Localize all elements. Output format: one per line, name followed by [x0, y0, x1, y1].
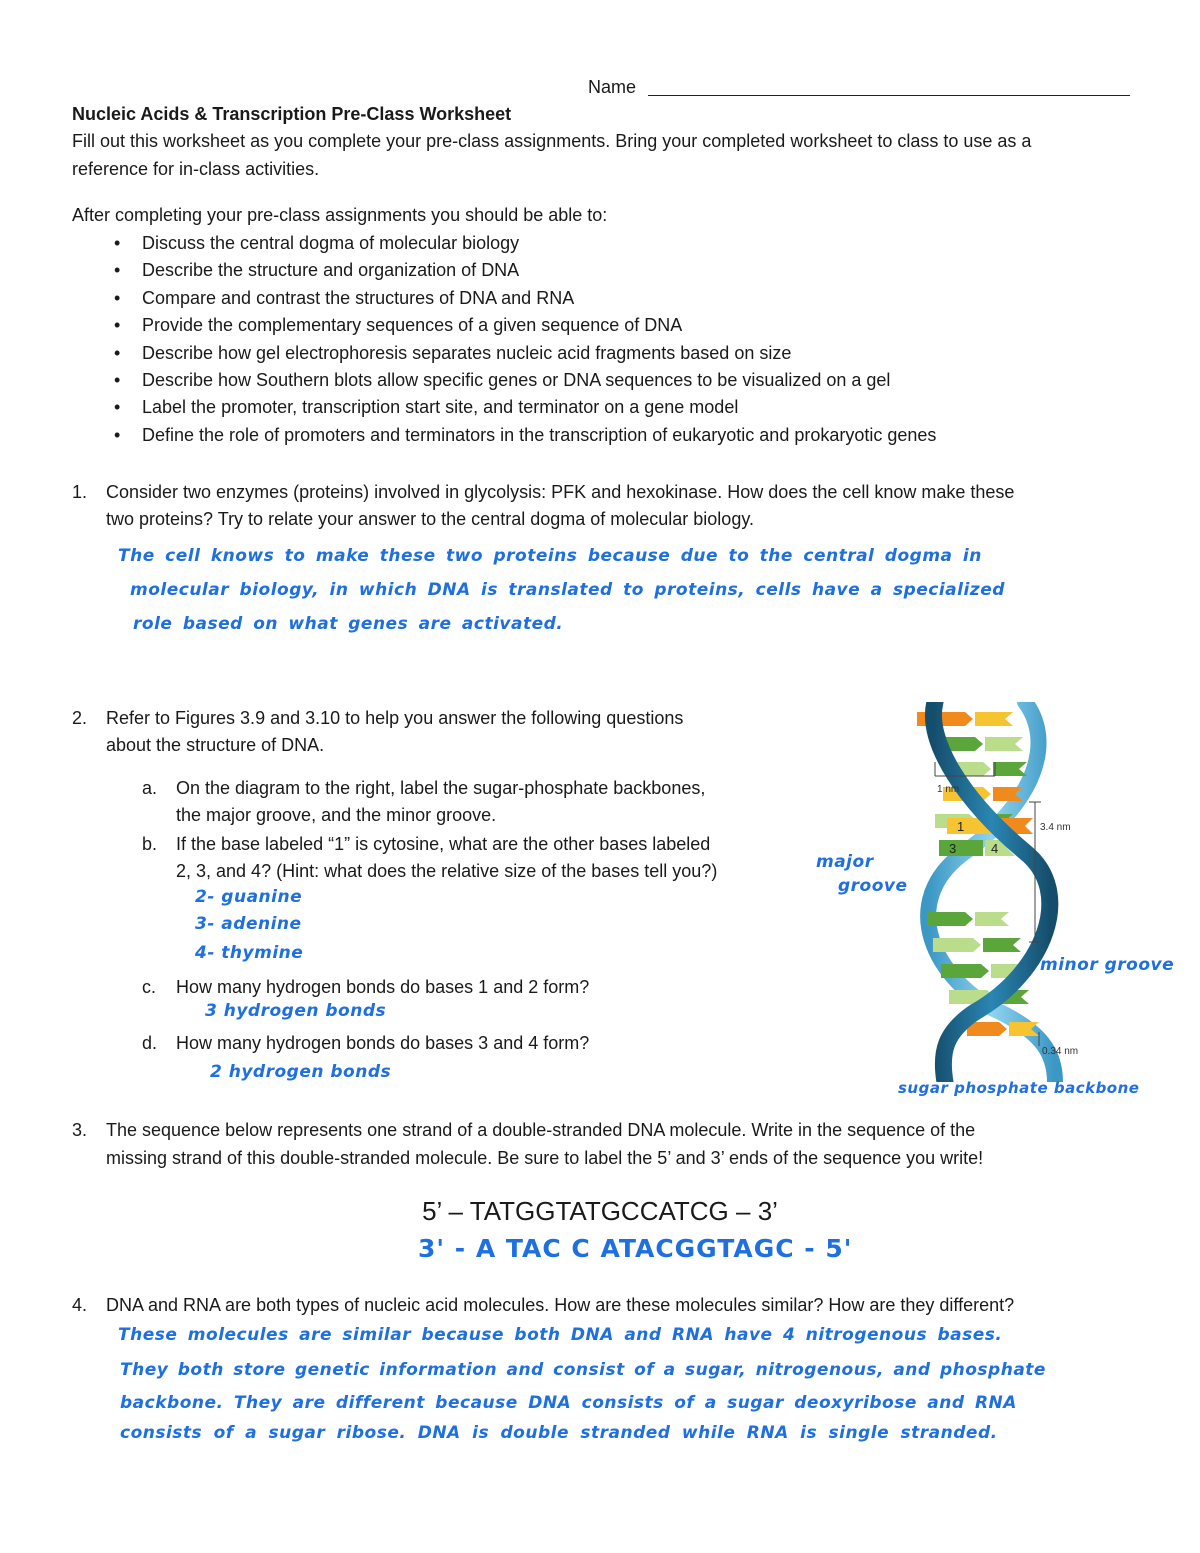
q3-line-1: The sequence below represents one strand of a double-stranded DNA molecule. Write in the sequence of the [106, 1120, 976, 1140]
bullet-icon: • [114, 315, 121, 336]
base-3-label: 3 [949, 841, 957, 856]
list-item: • Describe the structure and organization of DNA [72, 257, 1172, 284]
base-2-label: 2 [999, 819, 1007, 834]
q1-number: 1. [72, 482, 88, 502]
objectives-heading: After completing your pre-class assignments you should be able to: [72, 205, 608, 225]
q2a-label: a. [142, 778, 158, 798]
name-line[interactable] [648, 95, 1130, 96]
q4-answer-line-3[interactable]: backbone. They are different because DNA consists of a sugar deoxyribose and RNA [120, 1393, 1017, 1413]
q2a-line-1: On the diagram to the right, label the sugar-phosphate backbones, [176, 778, 706, 798]
label-major-groove-line-2[interactable]: groove [838, 876, 908, 896]
q2c-answer[interactable]: 3 hydrogen bonds [205, 1001, 387, 1021]
base-pair-bar [975, 912, 1009, 926]
objectives-list [72, 230, 1172, 449]
base-pair-bar [983, 938, 1021, 952]
q1-line-2: two proteins? Try to relate your answer to the central dogma of molecular biology. [106, 509, 754, 529]
name-label: Name [588, 77, 637, 97]
q4-line-1: DNA and RNA are both types of nucleic acid molecules. How are these molecules similar? How are they different? [106, 1295, 1015, 1315]
list-item: • Compare and contrast the structures of DNA and RNA [72, 285, 1172, 312]
base-pair-bar [985, 737, 1023, 751]
q2b-line-2: 2, 3, and 4? (Hint: what does the relative size of the bases tell you?) [176, 861, 718, 881]
bullet-icon: • [114, 369, 121, 390]
q2d-label: d. [142, 1033, 158, 1053]
q2-line-2: about the structure of DNA. [106, 735, 325, 755]
q2d-text: How many hydrogen bonds do bases 3 and 4 form? [176, 1033, 590, 1053]
base-4-label: 4 [991, 841, 999, 856]
label-0-34nm: 0.34 nm [1042, 1046, 1079, 1057]
q2-number: 2. [72, 708, 88, 728]
q4-answer-line-1[interactable]: These molecules are similar because both DNA and RNA have 4 nitrogenous bases. [118, 1325, 1003, 1345]
bullet-icon: • [114, 342, 121, 363]
intro-line-1: Fill out this worksheet as you complete your pre-class assignments. Bring your completed worksheet to class to use as a [72, 131, 1032, 151]
bullet-icon: • [114, 424, 121, 445]
q2b-answer-guanine[interactable]: 2- guanine [195, 887, 303, 907]
bullet-icon: • [114, 233, 121, 253]
q3-given-sequence: 5’ – TATGGTATGCCATCG – 3’ [422, 1196, 778, 1226]
label-minor-groove[interactable]: minor groove [1040, 955, 1175, 975]
base-1-label: 1 [957, 819, 965, 834]
q1-answer-line-3[interactable]: role based on what genes are activated. [133, 614, 564, 634]
q1-answer-line-1[interactable]: The cell knows to make these two proteins because due to the central dogma in [118, 546, 982, 566]
q2b-answer-adenine[interactable]: 3- adenine [195, 914, 302, 934]
q2d-answer[interactable]: 2 hydrogen bonds [210, 1062, 392, 1082]
q1-answer-line-2[interactable]: molecular biology, in which DNA is translated to proteins, cells have a specialized [130, 580, 1005, 600]
bullet-icon: • [114, 287, 121, 308]
list-item: • Describe how Southern blots allow specific genes or DNA sequences to be visualized on a gel [72, 367, 1172, 394]
q2-line-1: Refer to Figures 3.9 and 3.10 to help you answer the following questions [106, 708, 684, 728]
base-pair-bar [933, 938, 981, 952]
q4-answer-line-2[interactable]: They both store genetic information and consist of a sugar, nitrogenous, and phosphate [120, 1360, 1046, 1380]
q2c-text: How many hydrogen bonds do bases 1 and 2 form? [176, 977, 590, 997]
list-item: • Discuss the central dogma of molecular biology [72, 230, 1172, 257]
dna-helix-diagram [905, 702, 1095, 1082]
q2b-label: b. [142, 834, 158, 854]
q2a-line-2: the major groove, and the minor groove. [176, 805, 497, 825]
base-pair-bar [941, 964, 989, 978]
bullet-icon: • [114, 260, 121, 281]
q3-answer-sequence[interactable]: 3' - A TAC C ATACGGTAGC - 5' [418, 1234, 853, 1263]
q2b-line-1: If the base labeled “1” is cytosine, what are the other bases labeled [176, 834, 711, 854]
q2c-label: c. [142, 977, 157, 997]
q1-line-1: Consider two enzymes (proteins) involved in glycolysis: PFK and hexokinase. How does the cell know make these [106, 482, 1015, 502]
base-pair-bar [927, 912, 973, 926]
bullet-icon: • [114, 397, 121, 418]
q4-number: 4. [72, 1295, 88, 1315]
label-sugar-phosphate-backbone[interactable]: sugar phosphate backbone [898, 1079, 1140, 1097]
base-pair-bar [975, 712, 1013, 726]
page-title: Nucleic Acids & Transcription Pre-Class Worksheet [72, 104, 512, 124]
label-3-4nm: 3.4 nm [1040, 822, 1071, 833]
base-3 [939, 840, 983, 856]
list-item: • Provide the complementary sequences of a given sequence of DNA [72, 312, 1172, 339]
list-item: • Define the role of promoters and terminators in the transcription of eukaryotic and prokaryotic genes [72, 422, 1172, 449]
label-1nm: 1 nm [937, 784, 960, 795]
base-pair-bar [967, 1022, 1007, 1036]
base-pair-bar [993, 762, 1027, 776]
intro-line-2: reference for in-class activities. [72, 159, 320, 179]
q2b-answer-thymine[interactable]: 4- thymine [195, 943, 304, 963]
label-major-groove-line-1[interactable]: major [816, 852, 874, 872]
q4-answer-line-4[interactable]: consists of a sugar ribose. DNA is double stranded while RNA is single stranded. [120, 1423, 998, 1443]
list-item: • Label the promoter, transcription start site, and terminator on a gene model [72, 394, 1172, 421]
q3-number: 3. [72, 1120, 88, 1140]
q3-line-2: missing strand of this double-stranded molecule. Be sure to label the 5’ and 3’ ends of the sequence you write! [106, 1148, 984, 1168]
list-item: • Describe how gel electrophoresis separates nucleic acid fragments based on size [72, 340, 1172, 367]
